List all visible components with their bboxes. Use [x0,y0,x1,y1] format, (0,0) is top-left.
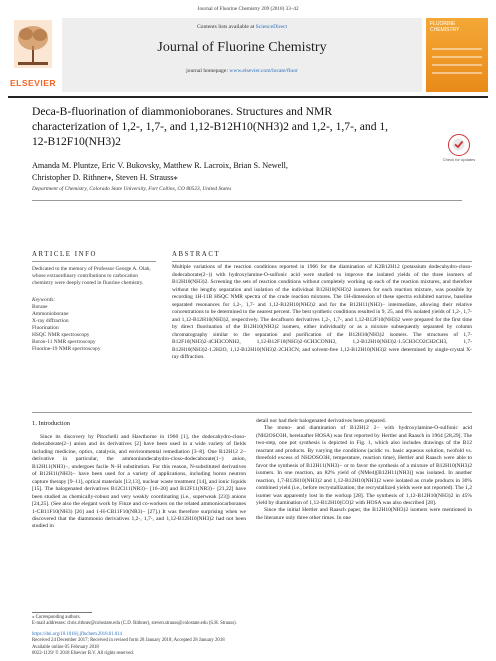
keyword: Borane [32,304,48,310]
footnote: ⁎ Corresponding authors. E-mail addresses: chris.rithner@colostate.edu (C.D. Rithner), steven.strauss@colostate.edu (S.H. Strauss). [32,615,237,627]
keyword: Ammonioborane [32,311,69,317]
article-info-heading: ARTICLE INFO [32,251,98,258]
paragraph: Since its discovery by Pitochelli and Hawthorne in 1960 [1], the dodecahydro-closo-dodecaborate(2−) anion and its derivatives [2] have been used in a wide variety of fields including medicine, optics, catalysis, and environmental remediation [3–8]. One B12H12 2− derivative in particular, the ammoniundecahydro-closo-dodecaborate(1−) anion, B12H11(NH3)−, undergoes facile N–H substitution. For this reason, N-substituted derivatives of B12H11(NH3)− have been used for a variety of applications, including boron neutron capture therapy [9–11], optical materials [12,13], nuclear waste treatment [14], and ionic liquids [15]. The halogenated derivatives B12Cl11(NR3)− [16–20] and B12F11(NR3)− [21,22] have been studied as chemically-robust and very weakly coordinating (i.e., superweak [23]) anions [24,25]. (See also the elegant work by Finze and co-workers on the related ammoniocarboranes 1-CB11F10(NH3) [26] and 1-H-CB11F10(NR3)− [27].) It was therefore surprising when we discovered that the diammonio derivatives 1,2-, 1,7-, and 1,12-B12H10(NH3)2 had not been studied in [32,434,246,530]
cover-title: FLUORINE CHEMISTRY [430,21,460,33]
abstract-heading: ABSTRACT [172,251,221,258]
article-info-rule [32,261,156,262]
paragraph: detail nor had their halogenated derivatives been prepared. [256,418,386,424]
keywords-block [32,297,156,353]
keywords-label: Keywords: [32,297,56,303]
sciencedirect-link[interactable]: ScienceDirect [255,24,288,30]
keyword: X-ray diffraction [32,318,69,324]
crossmark-icon[interactable] [448,134,470,156]
journal-homepage-link[interactable]: www.elsevier.com/locate/fluor [229,68,298,74]
keyword: Fluorine-19 NMR spectroscopy [32,346,101,352]
header-rule [8,96,488,98]
keyword: Fluorination [32,325,59,331]
paragraph: Since the initial Hertler and Raasch paper, the B12H10(NH3)2 isomers were mentioned in the literature only three other times. In one [256,507,472,521]
abstract-text: Multiple variations of the reaction conditions reported in 1966 for the diamination of K2B12H12 (potassium dodecahydro-closo-dodecaborate(2−)) with hydroxylamine-O-sulfonic acid were studied to improve the isolated yields of the three isomers of B12H10(NH3)2. Screening the sets of reaction conditions without completely working up each of the reaction mixtures, and therefore without the lengthy separation and isolation of the individual B12H10(NH3)2 isomers for each reaction mixture, was possible by recording 1H-11B HSQC NMR spectra of the crude reaction mixtures. The 1H-dimension of these spectra exhibited narrow, baseline separated resonances for 1,2-, 1,7- and 1,12-B12H10(NH3)2 and for the B12H11(NH3)− intermediate, allowing their relative concentrations to be determined to the nearest percent. The best synthetic conditions resulted in 9, 25, and 6% isolated yields of 1,2-, 1,7- and 1,12-B12H10(NH3)2, respectively. The decafluoro derivatives 1,2-, 1,7-, and 1,12-B12F10(NH3)2 were prepared for the first time by direct fluorination of the B12H10(NH3)2 isomers, either individually or as a mixture subsequently separated by column chromatography similar to the separation and purification of the B12H10(NH3)2 isomers. The structures of 1,7-B12F10(NH3)2·4CH3CONH2, 1,12-B12F10(NH3)2·6CH3CONH2, 1,2-B12H10(NH3)2·1.5CH3CO2CH2CH3, 1,7-B12H10(NH3)2·1.2H2O, 1,12-B12H10(NH3)2·2CH3CN, and solvent-free 1,12-B12H10(NH3)2 were determined by single-crystal X-ray diffraction. [172,264,472,360]
divider [32,200,462,201]
author-list: Amanda M. Pluntze, Eric V. Bukovsky, Matthew R. Lacroix, Brian S. Newell, Christopher D. Rithner⁎, Steven H. Strauss⁎ [32,161,288,182]
elsevier-logo [8,18,58,92]
paragraph: The mono- and diamination of B12H12 2− with hydroxylamine-O-sulfonic acid (NH2OSO3H, hereinafter HOSA) was first reported by Hertler and Raasch in 1964 [28,29]. The two-step, one pot synthesis is depicted in Fig. 1, which also includes drawings of the B12 reactant and products. By varying the conditions (acidic vs. basic aqueous solution, twofold vs. threefold excess of NH2OSO3H, temperature, reaction time), Hertler and Raasch were able to favor the synthesis of B12H11(NH3)− or to favor the synthesis of a mixture of B12H10(NH3)2 isomers. In one reaction, an 82% yield of (NMe4)[B12H11(NH3)] was isolated. In another reaction, 1,7-B12H10(NH3)2 and 1,12-B12H10(NH3)2 were isolated as crude products in 30% combined yield (i.e., before recrystallization; the recrystallized yields were not reported). The 1,2 isomer was apparently lost in the workup [28]. The synthesis of 1,12-B12H10(NH3)2 in 45% yield by diamination of 1,12-B12H10(CO)2 with HOSA was also described [28]. [256,425,472,506]
journal-citation-line: Journal of Fluorine Chemistry 209 (2018) 33–42 [197,6,299,12]
abstract-rule [172,261,472,262]
journal-title: Journal of Fluorine Chemistry [157,40,327,55]
keyword: Boron-11 NMR spectroscopy [32,339,96,345]
divider [32,412,472,413]
keyword: HSQC NMR spectroscopy [32,332,90,338]
footnote-rule [32,612,92,613]
section-heading-introduction: 1. Introduction [32,420,70,427]
affiliation: Department of Chemistry, Colorado State University, Fort Collins, CO 80523, United States [32,186,232,192]
doi-link[interactable]: https://doi.org/10.1016/j.jfluchem.2018.01.014 [32,632,122,637]
elsevier-wordmark: ELSEVIER [9,78,57,88]
crossmark-label: Check for updates [442,157,476,162]
intro-right-column [256,418,472,522]
dedication: Dedicated to the memory of Professor George A. Olah, whose extraordinary contributions to carbocation chemistry were deeply rooted in fluorine chemistry. [32,266,151,286]
article-footer: https://doi.org/10.1016/j.jfluchem.2018.01.014 Received 24 December 2017; Received in revised form 28 January 2018; Accepted 28 January 2018 Available online 05 February 2018 0022-1139/ © 2018 Elsevier B.V. All rights reserved. [32,632,225,656]
contents-line: Contents lists available at ScienceDirect [196,24,288,30]
intro-left-column [32,434,246,531]
journal-homepage-line: journal homepage: www.elsevier.com/locate/fluor [186,68,298,74]
article-title: Deca-B-fluorination of diammonioboranes. Structures and NMR characterization of 1,2-, 1,7-, and 1,12-B12H10(NH3)2 and 1,2-, 1,7-, and 1, 12-B12F10(NH3)2 [32,105,389,148]
elsevier-tree-icon [14,20,52,68]
journal-cover-thumbnail [426,18,488,92]
